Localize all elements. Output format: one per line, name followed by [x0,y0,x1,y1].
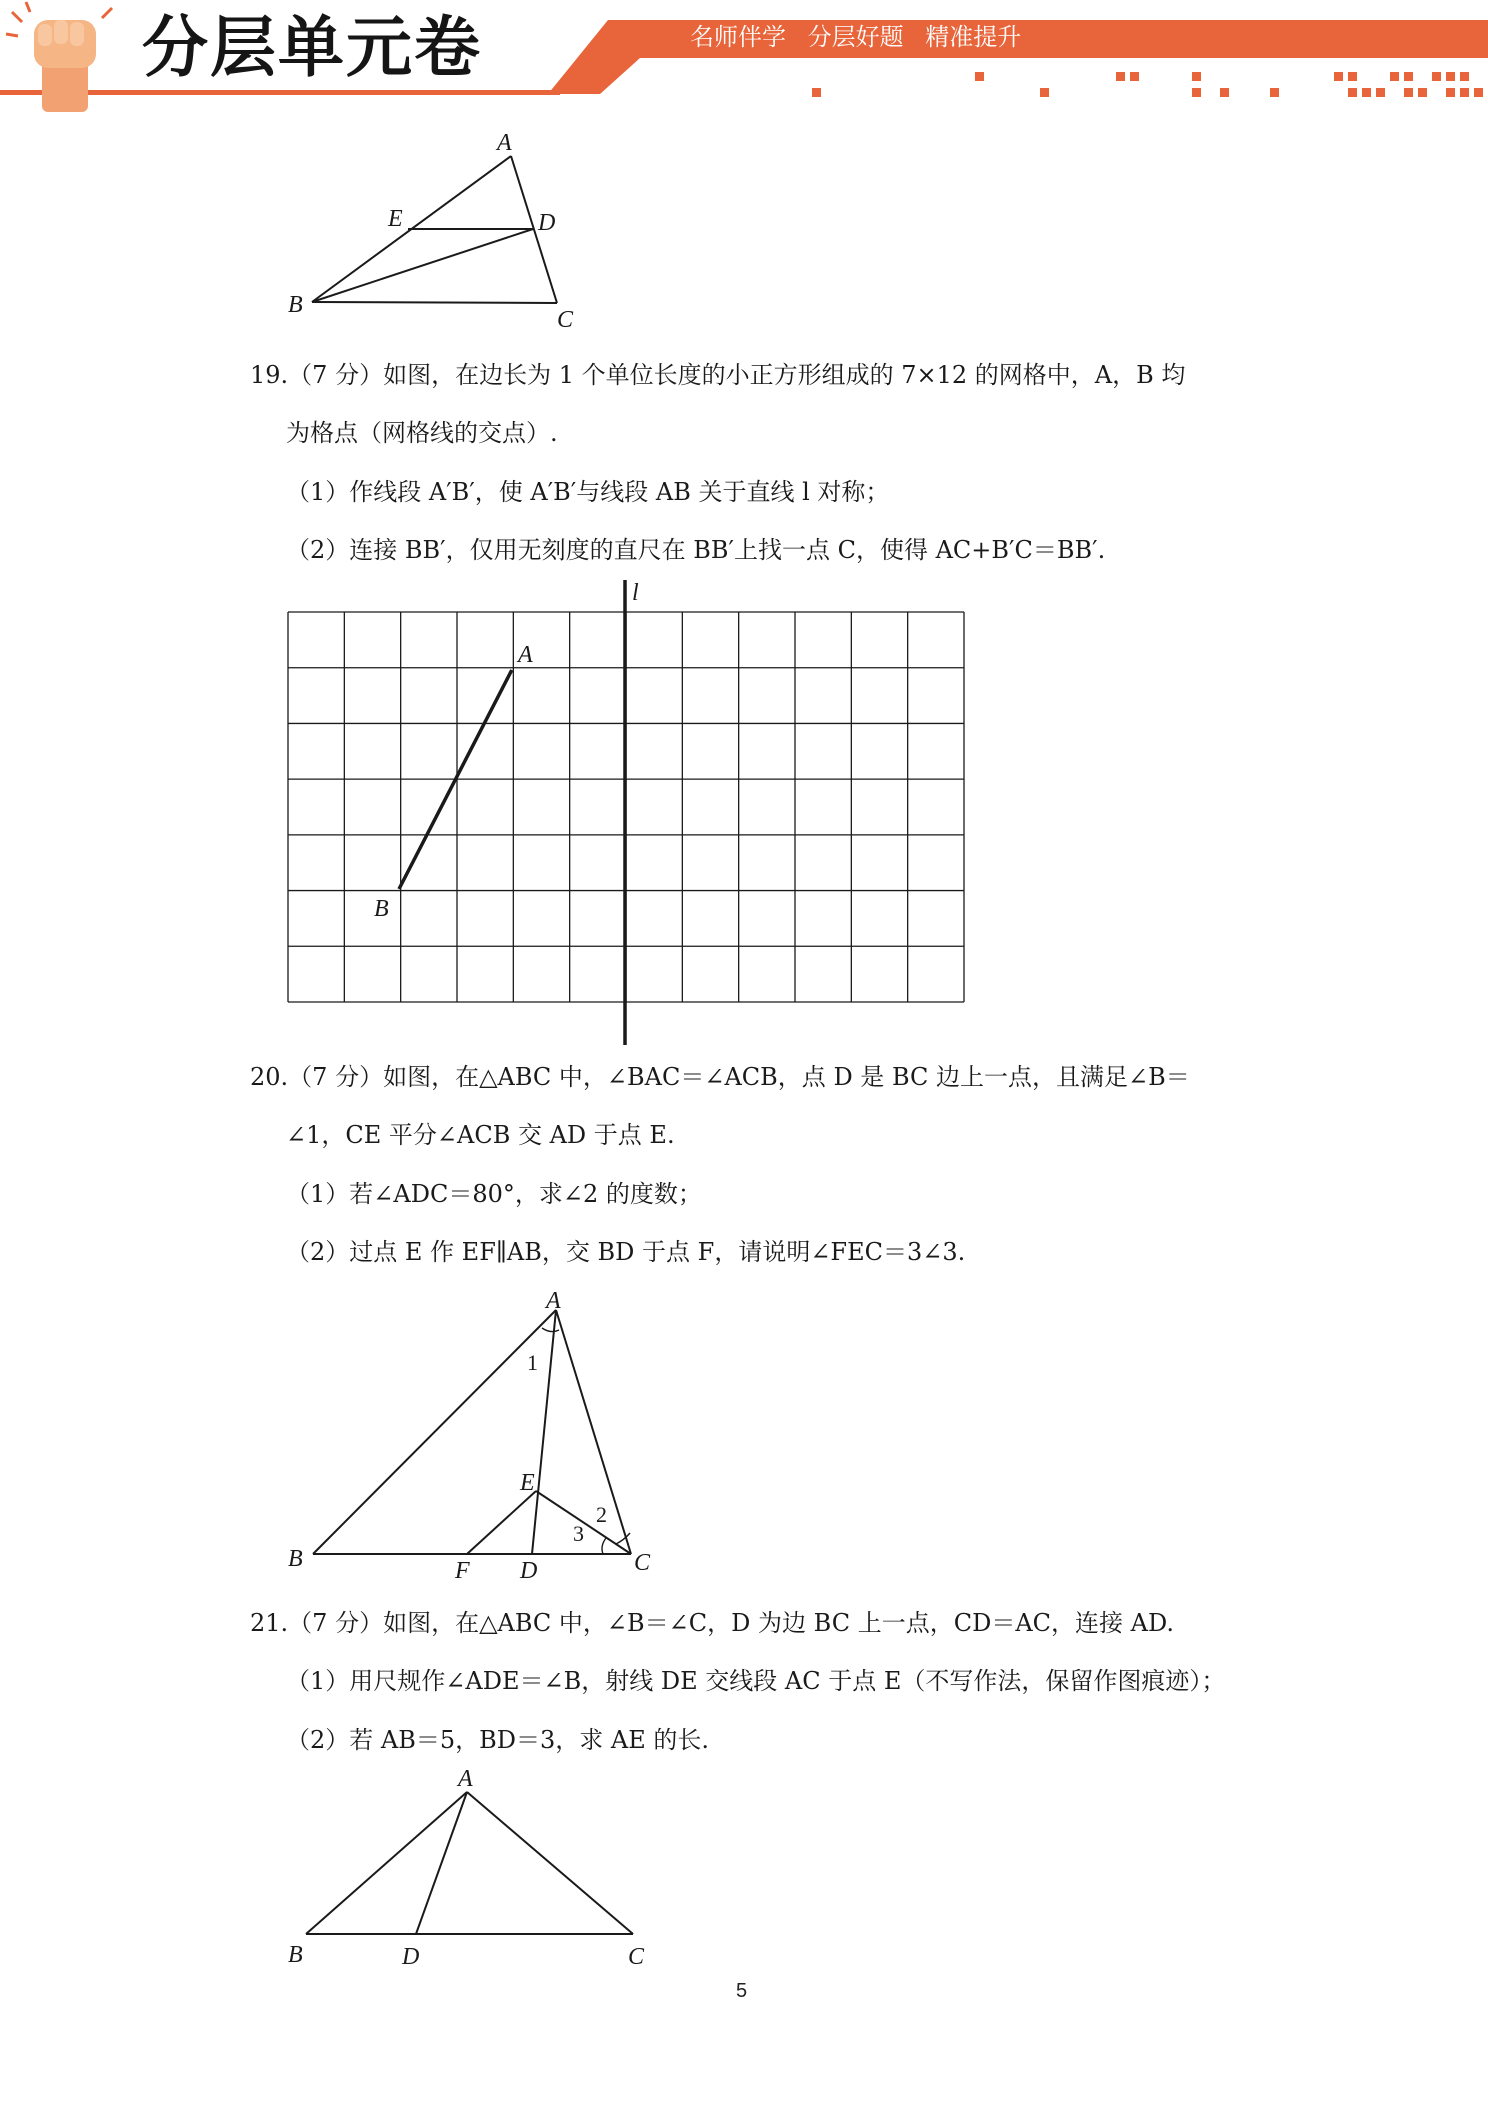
q19-part2: （2）连接 BB′，仅用无刻度的直尺在 BB′上找一点 C，使得 AC+B′C＝BB′. [286,536,1106,564]
page-number: 5 [736,1980,748,2002]
angle-2-label: 2 [596,1502,607,1527]
q20-stem-line2: ∠1，CE 平分∠ACB 交 AD 于点 E. [286,1121,675,1149]
q20-stem-line1: 20.（7 分）如图，在△ABC 中，∠BAC＝∠ACB，点 D 是 BC 边上一点，且满足∠B＝ [250,1063,1190,1091]
q21-part2: （2）若 AB＝5，BD＝3，求 AE 的长. [286,1726,710,1754]
label-l: l [632,580,639,606]
label-C: C [557,307,574,333]
label-A: A [518,642,533,668]
label-C: C [634,1550,651,1576]
label-A: A [497,130,512,156]
q21-stem-line1: 21.（7 分）如图，在△ABC 中，∠B＝∠C，D 为边 BC 上一点，CD＝AC，连接 AD. [250,1609,1174,1637]
angle-3-label: 3 [573,1521,584,1546]
q20-triangle-figure [280,1290,680,1590]
q20-part1: （1）若∠ADC＝80°，求∠2 的度数； [286,1180,702,1208]
decorative-dots [812,72,1483,97]
q19-stem-line1: 19.（7 分）如图，在边长为 1 个单位长度的小正方形组成的 7×12 的网格中，A，B 均 [250,361,1186,389]
label-B: B [288,1546,303,1572]
label-D: D [538,210,556,236]
label-E: E [520,1470,535,1496]
q21-part1: （1）用尺规作∠ADE＝∠B，射线 DE 交线段 AC 于点 E（不写作法，保留作图痕迹）； [286,1667,1226,1695]
q19-part1: （1）作线段 A′B′，使 A′B′与线段 AB 关于直线 l 对称； [286,478,890,506]
label-B: B [288,1942,303,1968]
label-B: B [374,896,389,922]
label-D: D [520,1558,538,1584]
q19-stem-line2: 为格点（网格线的交点）. [286,419,558,447]
angle-1-label: 1 [527,1350,538,1375]
q19-grid-figure [270,580,990,1050]
label-D: D [402,1944,420,1970]
fist-logo-icon [6,2,112,112]
label-B: B [288,292,303,318]
q21-triangle-figure [280,1760,680,1970]
figure-triangle-abc-ed [280,120,600,340]
label-C: C [628,1944,645,1970]
header-slogan: 名师伴学 分层好题 精准提升 [690,23,1022,51]
label-E: E [388,206,403,232]
label-A: A [546,1290,561,1314]
brand-title: 分层单元卷 [142,9,482,86]
q20-part2: （2）过点 E 作 EF∥AB，交 BD 于点 F，请说明∠FEC＝3∠3. [286,1238,966,1266]
label-A: A [458,1766,473,1792]
label-F: F [455,1558,470,1584]
page-header [0,0,1488,120]
